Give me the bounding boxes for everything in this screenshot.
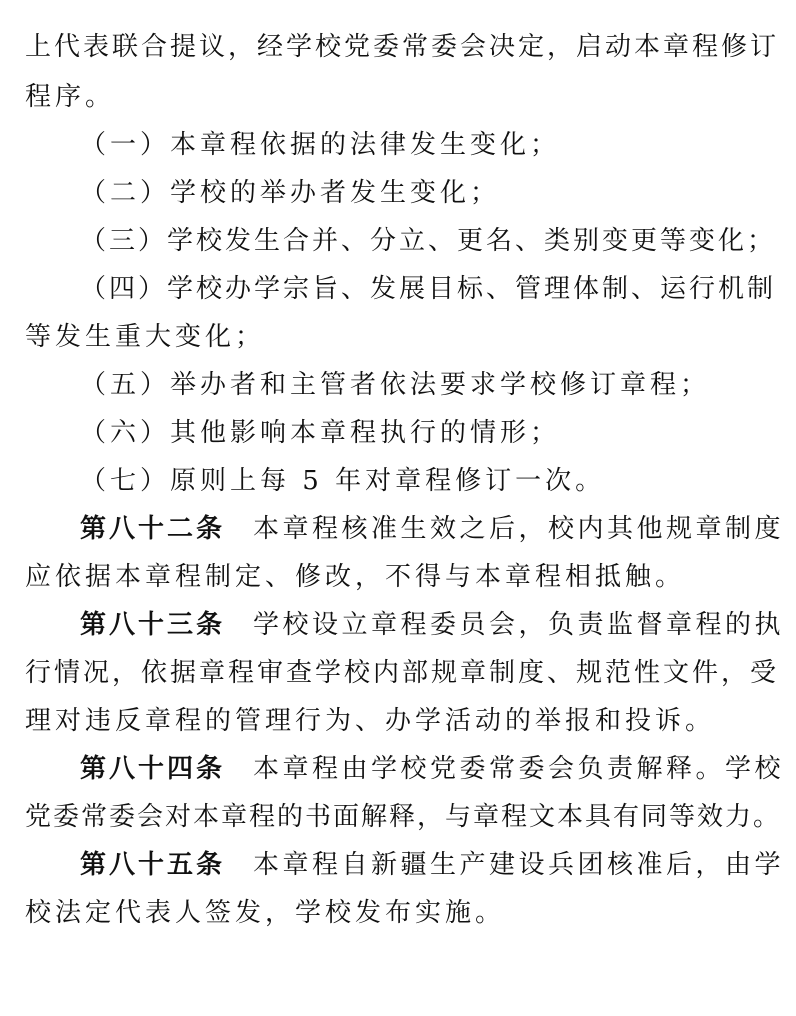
article-85-line-2: 校法定代表人签发，学校发布实施。: [25, 898, 506, 928]
article-82-line-2: 应依据本章程制定、修改，不得与本章程相抵触。: [25, 562, 686, 592]
article-83-heading: 第八十三条: [80, 610, 226, 640]
article-82-text: 本章程核准生效之后，校内其他规章制度: [253, 514, 785, 544]
article-84-text: 本章程由学校党委常委会负责解释。学校: [253, 754, 785, 784]
list-item-2: （二）学校的举办者发生变化；: [80, 178, 501, 208]
article-83-line-2: 行情况，依据章程审查学校内部规章制度、规范性文件，受: [25, 658, 780, 688]
article-83-line-3: 理对违反章程的管理行为、办学活动的举报和投诉。: [25, 706, 716, 736]
article-83-line-1: [80, 608, 784, 642]
article-82-line-1: [80, 512, 784, 546]
list-item-1: （一）本章程依据的法律发生变化；: [80, 130, 561, 160]
intro-line-1: 上代表联合提议，经学校党委常委会决定，启动本章程修订: [25, 32, 780, 62]
article-84-line-2: 党委常委会对本章程的书面解释，与章程文本具有同等效力。: [25, 802, 782, 832]
list-item-4: （四）学校办学宗旨、发展目标、管理体制、运行机制: [80, 274, 777, 304]
article-85-line-1: [80, 848, 784, 882]
article-85-text: 本章程自新疆生产建设兵团核准后，由学: [253, 850, 785, 880]
list-item-4-continued: 等发生重大变化；: [25, 322, 266, 352]
article-82-heading: 第八十二条: [80, 514, 226, 544]
article-85-heading: 第八十五条: [80, 850, 226, 880]
list-item-3: （三）学校发生合并、分立、更名、类别变更等变化；: [80, 226, 777, 256]
list-item-6: （六）其他影响本章程执行的情形；: [80, 418, 561, 448]
list-item-5: （五）举办者和主管者依法要求学校修订章程；: [80, 370, 711, 400]
article-84-heading: 第八十四条: [80, 754, 226, 784]
intro-line-2: 程序。: [25, 82, 116, 112]
article-83-text: 学校设立章程委员会，负责监督章程的执: [253, 610, 785, 640]
article-84-line-1: [80, 752, 784, 786]
list-item-7: （七）原则上每 5 年对章程修订一次。: [80, 466, 606, 496]
